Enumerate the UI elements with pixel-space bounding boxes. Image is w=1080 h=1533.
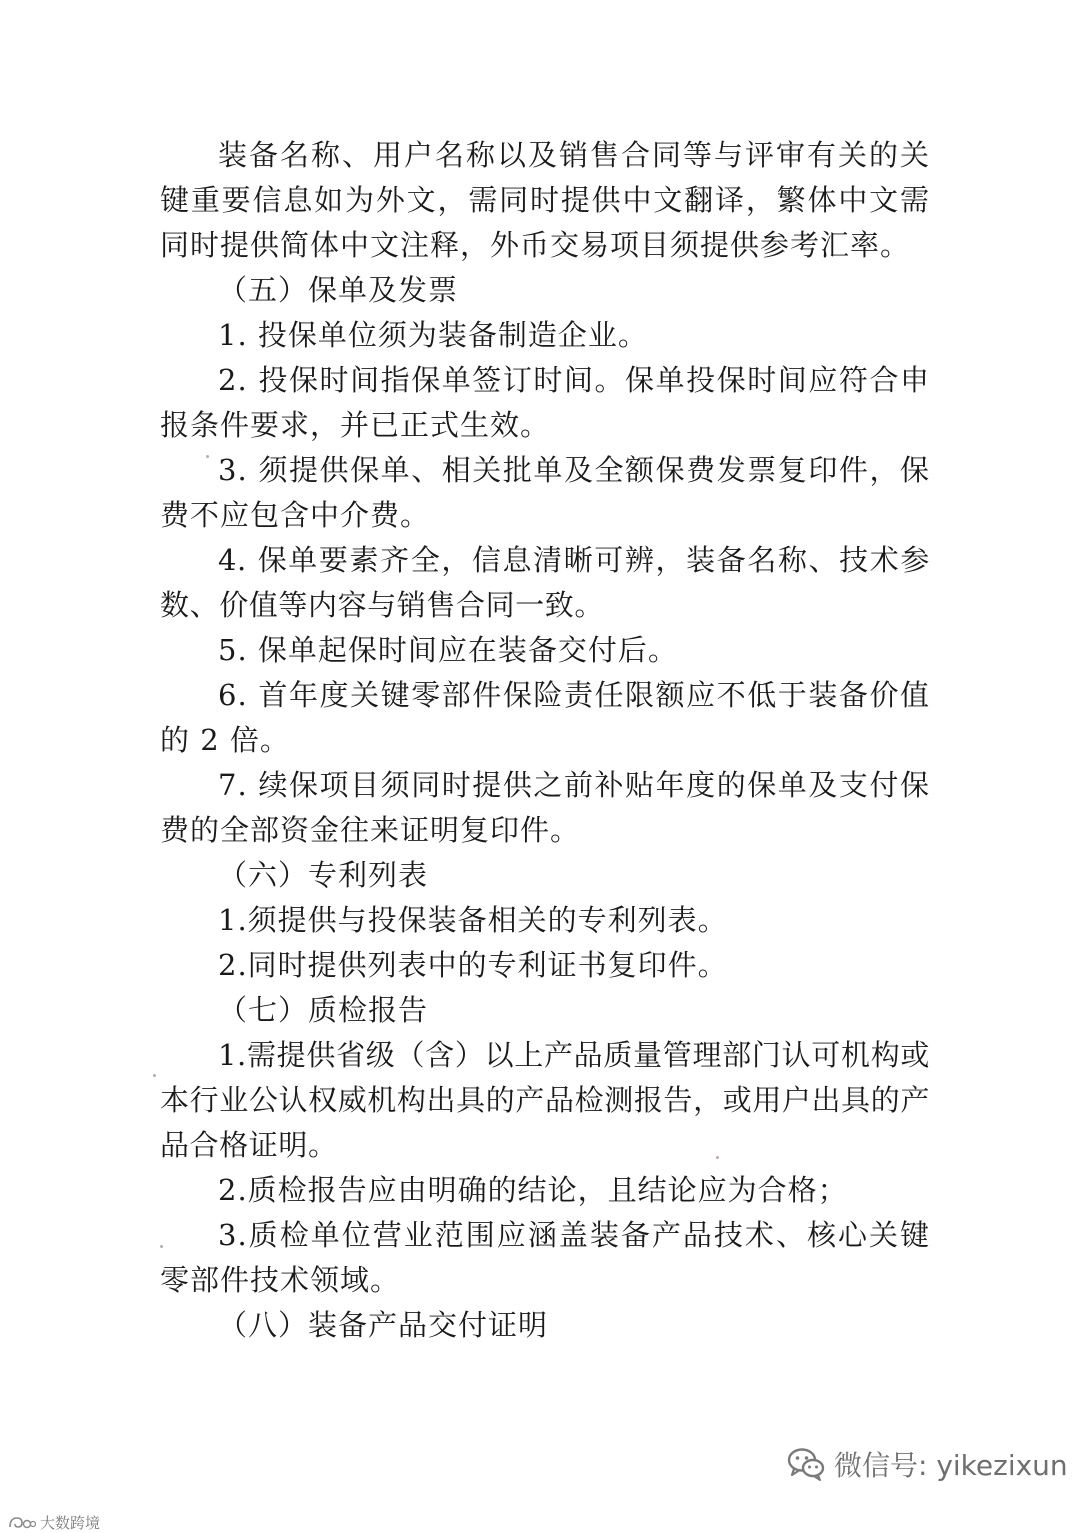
wechat-icon: [786, 1446, 826, 1482]
section-5-item-2: 2. 投保时间指保单签订时间。保单投保时间应符合申报条件要求，并已正式生效。: [160, 363, 930, 442]
scan-speck: [716, 1156, 719, 1159]
section-7-item-3: 3.质检单位营业范围应涵盖装备产品技术、核心关键零部件技术领域。: [160, 1218, 930, 1297]
scan-speck: [206, 455, 209, 458]
section-heading-7: （七）质检报告: [218, 993, 429, 1027]
brand-logo-icon: [8, 1515, 36, 1531]
section-5-item-6: 6. 首年度关键零部件保险责任限额应不低于装备价值的 2 倍。: [160, 678, 930, 757]
section-5-item-5: 5. 保单起保时间应在装备交付后。: [218, 633, 678, 667]
section-5-item-4: 4. 保单要素齐全，信息清晰可辨，装备名称、技术参数、价值等内容与销售合同一致。: [160, 543, 930, 622]
section-7-item-1: 1.需提供省级（含）以上产品质量管理部门认可机构或本行业公认权威机构出具的产品检测报告，或用户出具的产品合格证明。: [160, 1038, 930, 1162]
document-body: [160, 133, 930, 1348]
scan-speck: [153, 1074, 156, 1077]
brand-watermark: [8, 1512, 100, 1533]
section-heading-6: （六）专利列表: [218, 858, 429, 892]
wechat-id-label: 微信号: yikezixun: [834, 1449, 1068, 1482]
section-heading-5: （五）保单及发票: [218, 273, 459, 307]
section-5-item-7: 7. 续保项目须同时提供之前补贴年度的保单及支付保费的全部资金往来证明复印件。: [160, 768, 930, 847]
brand-label: 大数跨境: [40, 1514, 101, 1532]
intro-paragraph: 装备名称、用户名称以及销售合同等与评审有关的关键重要信息如为外文，需同时提供中文翻译，繁体中文需同时提供简体中文注释，外币交易项目须提供参考汇率。: [160, 138, 930, 262]
wechat-watermark: [786, 1444, 1068, 1484]
section-heading-8: （八）装备产品交付证明: [218, 1308, 549, 1342]
scan-speck: [160, 1245, 163, 1248]
section-6-item-1: 1.须提供与投保装备相关的专利列表。: [218, 903, 728, 937]
section-6-item-2: 2.同时提供列表中的专利证书复印件。: [218, 948, 728, 982]
section-7-item-2: 2.质检报告应由明确的结论，且结论应为合格；: [218, 1173, 848, 1207]
footer: [0, 1436, 1080, 1532]
section-5-item-1: 1. 投保单位须为装备制造企业。: [218, 318, 648, 352]
section-5-item-3: 3. 须提供保单、相关批单及全额保费发票复印件，保费不应包含中介费。: [160, 453, 930, 532]
